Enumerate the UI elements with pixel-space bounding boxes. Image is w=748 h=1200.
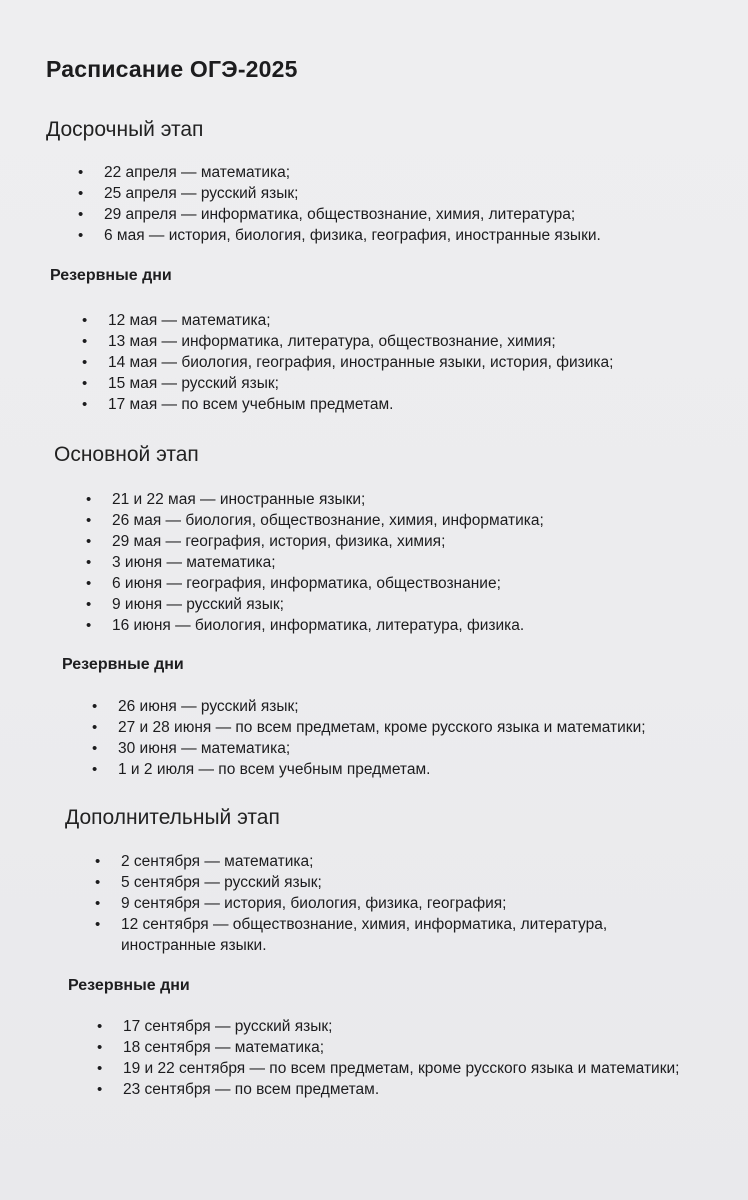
list-item: • 1 и 2 июля — по всем учебным предметам. bbox=[90, 759, 735, 780]
main-reserve-list bbox=[90, 696, 735, 780]
list-item: • 16 июня — биология, информатика, литература, физика. bbox=[84, 615, 724, 636]
additional-reserve-list bbox=[95, 1016, 685, 1100]
list-item: • 2 сентября — математика; bbox=[93, 851, 693, 872]
list-item: • 17 мая — по всем учебным предметам. bbox=[80, 394, 720, 415]
early-reserve-list bbox=[80, 310, 720, 415]
list-item: • 17 сентября — русский язык; bbox=[95, 1016, 685, 1037]
list-item: • 3 июня — математика; bbox=[84, 552, 724, 573]
additional-stage-heading: Дополнительный этап bbox=[65, 806, 280, 829]
list-item: • 18 сентября — математика; bbox=[95, 1037, 685, 1058]
main-stage-list bbox=[84, 489, 724, 636]
list-item: • 15 мая — русский язык; bbox=[80, 373, 720, 394]
list-item: • 14 мая — биология, география, иностранные языки, история, физика; bbox=[80, 352, 720, 373]
list-item: • 12 сентября — обществознание, химия, информатика, литература, иностранные языки. bbox=[93, 914, 693, 956]
list-item: • 30 июня — математика; bbox=[90, 738, 735, 759]
early-reserve-heading: Резервные дни bbox=[50, 267, 172, 284]
page-title: Расписание ОГЭ-2025 bbox=[46, 56, 298, 82]
list-item: • 19 и 22 сентября — по всем предметам, кроме русского языка и математики; bbox=[95, 1058, 685, 1079]
list-item: • 13 мая — информатика, литература, обществознание, химия; bbox=[80, 331, 720, 352]
list-item: • 5 сентября — русский язык; bbox=[93, 872, 693, 893]
list-item: • 29 апреля — информатика, обществознание, химия, литература; bbox=[76, 204, 716, 225]
list-item: • 6 июня — география, информатика, обществознание; bbox=[84, 573, 724, 594]
list-item: • 6 мая — история, биология, физика, география, иностранные языки. bbox=[76, 225, 716, 246]
list-item: • 22 апреля — математика; bbox=[76, 162, 716, 183]
list-item: • 9 сентября — история, биология, физика, география; bbox=[93, 893, 693, 914]
list-item: • 27 и 28 июня — по всем предметам, кроме русского языка и математики; bbox=[90, 717, 735, 738]
main-reserve-heading: Резервные дни bbox=[62, 656, 184, 673]
early-stage-list bbox=[76, 162, 716, 246]
list-item: • 25 апреля — русский язык; bbox=[76, 183, 716, 204]
list-item: • 21 и 22 мая — иностранные языки; bbox=[84, 489, 724, 510]
early-stage-heading: Досрочный этап bbox=[46, 118, 204, 141]
list-item: • 23 сентября — по всем предметам. bbox=[95, 1079, 685, 1100]
list-item: • 29 мая — география, история, физика, химия; bbox=[84, 531, 724, 552]
additional-reserve-heading: Резервные дни bbox=[68, 977, 190, 994]
list-item: • 9 июня — русский язык; bbox=[84, 594, 724, 615]
list-item: • 12 мая — математика; bbox=[80, 310, 720, 331]
main-stage-heading: Основной этап bbox=[54, 443, 199, 466]
additional-stage-list bbox=[93, 851, 693, 956]
list-item: • 26 июня — русский язык; bbox=[90, 696, 735, 717]
list-item: • 26 мая — биология, обществознание, химия, информатика; bbox=[84, 510, 724, 531]
